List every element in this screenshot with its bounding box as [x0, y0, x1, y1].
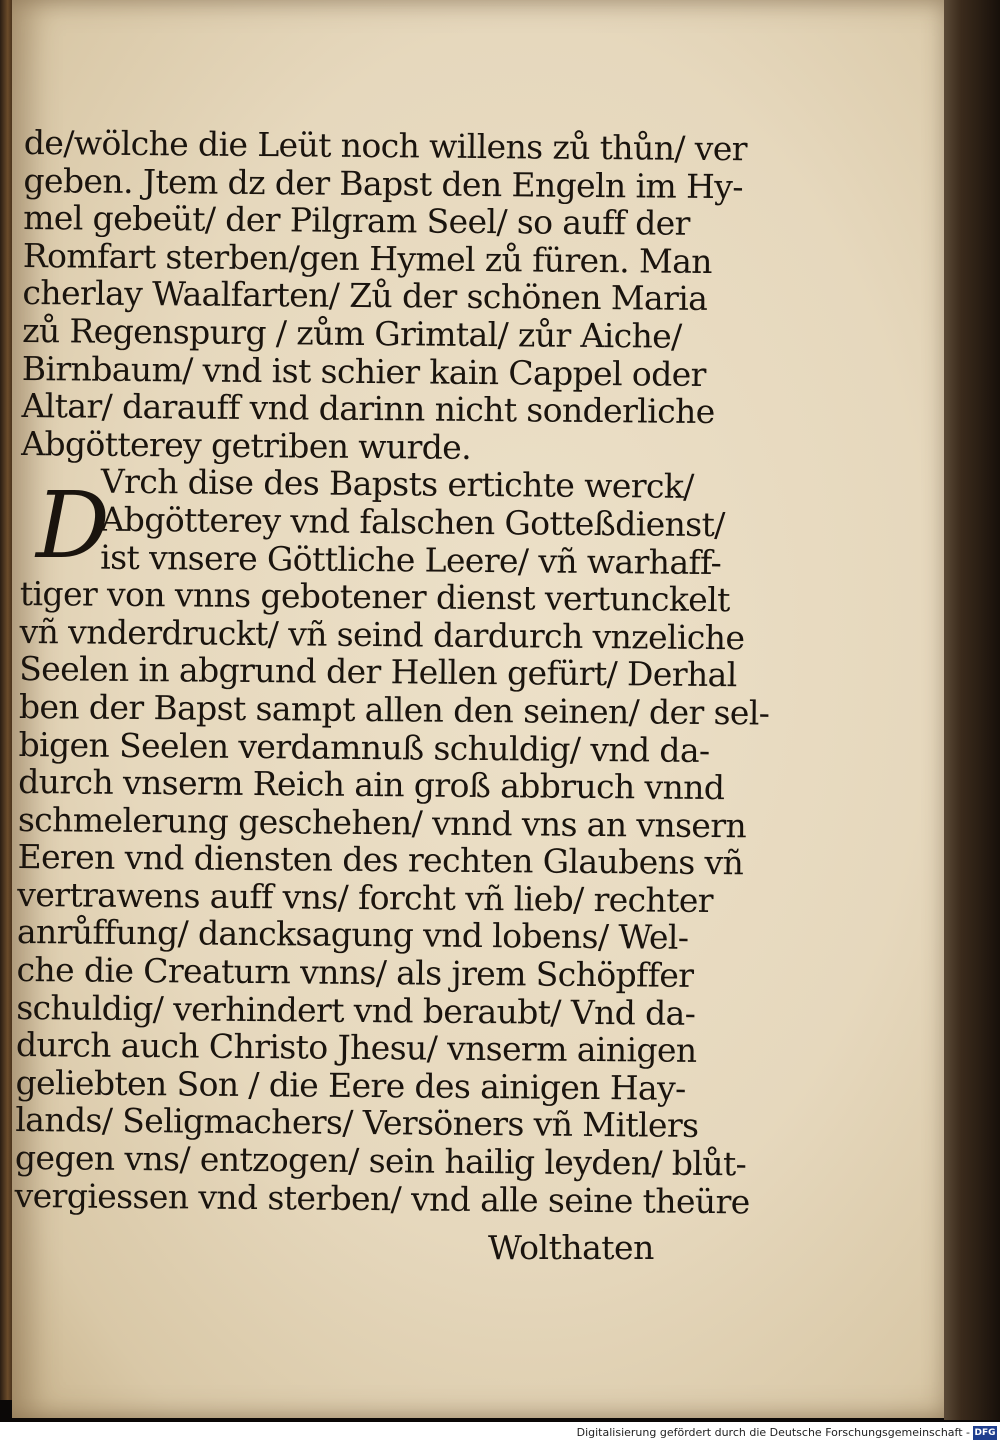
text-line: lands/ Seligmachers/ Versöners vñ Mitlers — [15, 1100, 699, 1146]
text-line: Vrch dise des Bapsts ertichte werck/ — [100, 462, 694, 507]
text-line: durch vnserm Reich ain groß abbruch vnnd — [18, 762, 725, 808]
text-line: Abgötterey getriben wurde. — [21, 423, 472, 467]
text-line: vñ vnderdruckt/ vñ seind dardurch vnzeliche — [19, 611, 745, 658]
text-line: de/wölche die Leüt noch willens zů thůn/ ver — [23, 123, 748, 169]
text-line: zů Regenspurg / zům Grimtal/ zůr Aiche/ — [22, 310, 682, 356]
text-line: vergiessen vnd sterben/ vnd alle seine theüre — [14, 1175, 750, 1221]
funding-credit: Digitalisierung gefördert durch die Deutsche Forschungsgemeinschaft - — [576, 1426, 970, 1439]
text-line: cherlay Waalfarten/ Zů der schönen Maria — [22, 273, 708, 319]
text-line: Abgötterey vnd falschen Gotteßdienst/ — [100, 499, 725, 545]
text-line: Romfart sterben/gen Hymel zů füren. Man — [22, 235, 713, 281]
text-line: gegen vns/ entzogen/ sein hailig leyden/ blůt- — [14, 1137, 747, 1184]
text-line: Altar/ darauff vnd darinn nicht sonderliche — [21, 386, 715, 432]
text-line: anrůffung/ dancksagung vnd lobens/ Wel- — [16, 912, 689, 958]
text-line: Eeren vnd diensten des rechten Glaubens vñ — [17, 837, 744, 883]
text-line: geliebten Son / die Eere des ainigen Hay- — [15, 1062, 686, 1108]
text-line: schuldig/ verhindert vnd beraubt/ Vnd da- — [16, 987, 696, 1033]
catchword: Wolthaten — [488, 1228, 654, 1267]
text-line: vertrawens auff vns/ forcht vñ lieb/ rechter — [17, 874, 714, 920]
text-line: Birnbaum/ vnd ist schier kain Cappel oder — [21, 348, 706, 394]
text-line: tiger von vnns gebotener dienst vertunckelt — [19, 574, 730, 620]
drop-cap: D — [36, 472, 110, 579]
body-text — [14, 123, 770, 1221]
dfg-logo-icon[interactable]: DFG — [974, 1428, 996, 1438]
text-line: durch auch Christo Jhesu/ vnserm ainigen — [15, 1025, 697, 1071]
text-line: Seelen in abgrund der Hellen gefürt/ Derhal — [19, 649, 737, 695]
digitization-footer — [0, 1422, 1000, 1444]
text-line: schmelerung geschehen/ vnnd vns an vnsern — [17, 799, 747, 846]
text-line: bigen Seelen verdamnuß schuldig/ vnd da- — [18, 724, 710, 770]
page-edge — [944, 0, 1000, 1420]
text-line: geben. Jtem dz der Bapst den Engeln im Hy- — [23, 160, 744, 206]
text-line: che die Creaturn vnns/ als jrem Schöpffer — [16, 950, 694, 995]
text-line: mel gebeüt/ der Pilgram Seel/ so auff der — [23, 198, 691, 244]
text-line: ist vnsere Göttliche Leere/ vñ warhaff- — [100, 537, 722, 582]
text-line: ben der Bapst sampt allen den seinen/ der sel- — [18, 686, 770, 733]
